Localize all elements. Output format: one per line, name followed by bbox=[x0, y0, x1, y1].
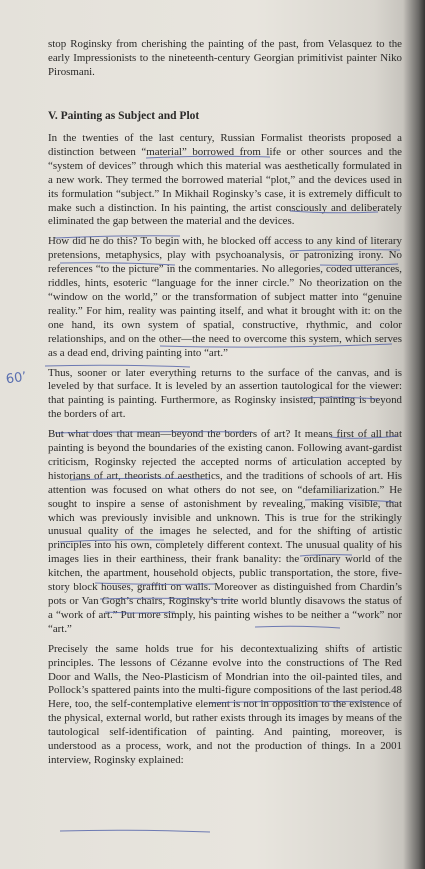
section-body bbox=[48, 132, 402, 774]
paragraph-2: How did he do this? To begin with, he blocked off access to any kind of literary pretensions, metaphysics, play with psychoanalysis, or patronizing irony. No references “to the picture” in the commentaries. No allegories, coded utterances, riddles, hints, esoteric “language for the inner circle.” No theorization on the “window on the world,” or the transformation of subject matter into “genuine reality.” For him, reality was painting itself, and what it brought with it: on the one hand, its own system of spatial, constructive, rhythmic, and color relationships, and on the other—the need to overcome this system, which serves as a dead end, driving painting into “art.” bbox=[48, 235, 402, 359]
intro-paragraph bbox=[48, 38, 402, 86]
book-spine-shadow bbox=[403, 0, 425, 869]
section-heading: V. Painting as Subject and Plot bbox=[48, 110, 200, 122]
paragraph-3: Thus, sooner or later everything returns to the surface of the canvas, and is leveled by that surface. It is leveled by an assertion tautological for the viewer: that painting is painting. Furthermore, as Roginsky insisted, painting is beyond the borders of art. bbox=[48, 366, 402, 421]
paragraph-5: Precisely the same holds true for his decontextualizing shifts of artistic principles. The lessons of Cézanne evolve into the constructions of The Red Door and Walls, the Neo-Plasticism of Mondrian into the oil-painted tiles, and Pollock’s spattered paints into the multi-figure compositions of the last period.48 Here, too, the self-contemplative element is not in opposition to the existence of the physical, external world, but rather exists through its images by means of the tautological self-identification of painting. And painting, moreover, is understood as a process, work, and not the production of things. In a 2001 interview, Roginsky explained: bbox=[48, 642, 402, 766]
paragraph-4: But what does that mean—beyond the borders of art? It means first of all that painting is beyond the boundaries of the existing canon. Following avant-gardist criticism, Roginsky rejected the accepted norms of articulation accepted by historians of art, theorists of aesthetics, and the traditions of schools of art. His attention was focused on what others do not see, on “defamiliarization.” He sought to inspire a sense of astonishment by revealing, making visible, that which was previously invisible and unknown. This is true for the strikingly unusual quality of the images he selected, and for the shifting of artistic principles into his own, completely different context. The unusual quality of his images lies in their earthiness, their frank banality: the ordinary world of the kitchen, the apartment, household objects, public transportation, the store, five-story block houses, graffiti on walls. Moreover as distinguished from Chardin’s pots or Van Gogh’s chairs, Roginsky’s trite world bluntly disavows the status of a “work of art.” Put more simply, his painting wishes to be neither a “work” nor “art.” bbox=[48, 428, 402, 635]
intro-text: stop Roginsky from cherishing the painting of the past, from Velasquez to the early Impressionists to the nineteenth-century Georgian primitivist painter Niko Pirosmani. bbox=[48, 38, 402, 78]
handwritten-margin-note: 60’ bbox=[4, 369, 28, 388]
paragraph-1: In the twenties of the last century, Russian Formalist theorists proposed a distinction between “material” borrowed from life or other sources and the “system of devices” through which this material was aesthetically formulated in a new work. They termed the borrowed material “plot,” and the devices used in its formulation “subject.” In Mikhail Roginsky’s case, it is extremely difficult to make such a distinction. In his painting, the artist consciously and deliberately eliminated the gap between the material and the devices. bbox=[48, 132, 402, 228]
